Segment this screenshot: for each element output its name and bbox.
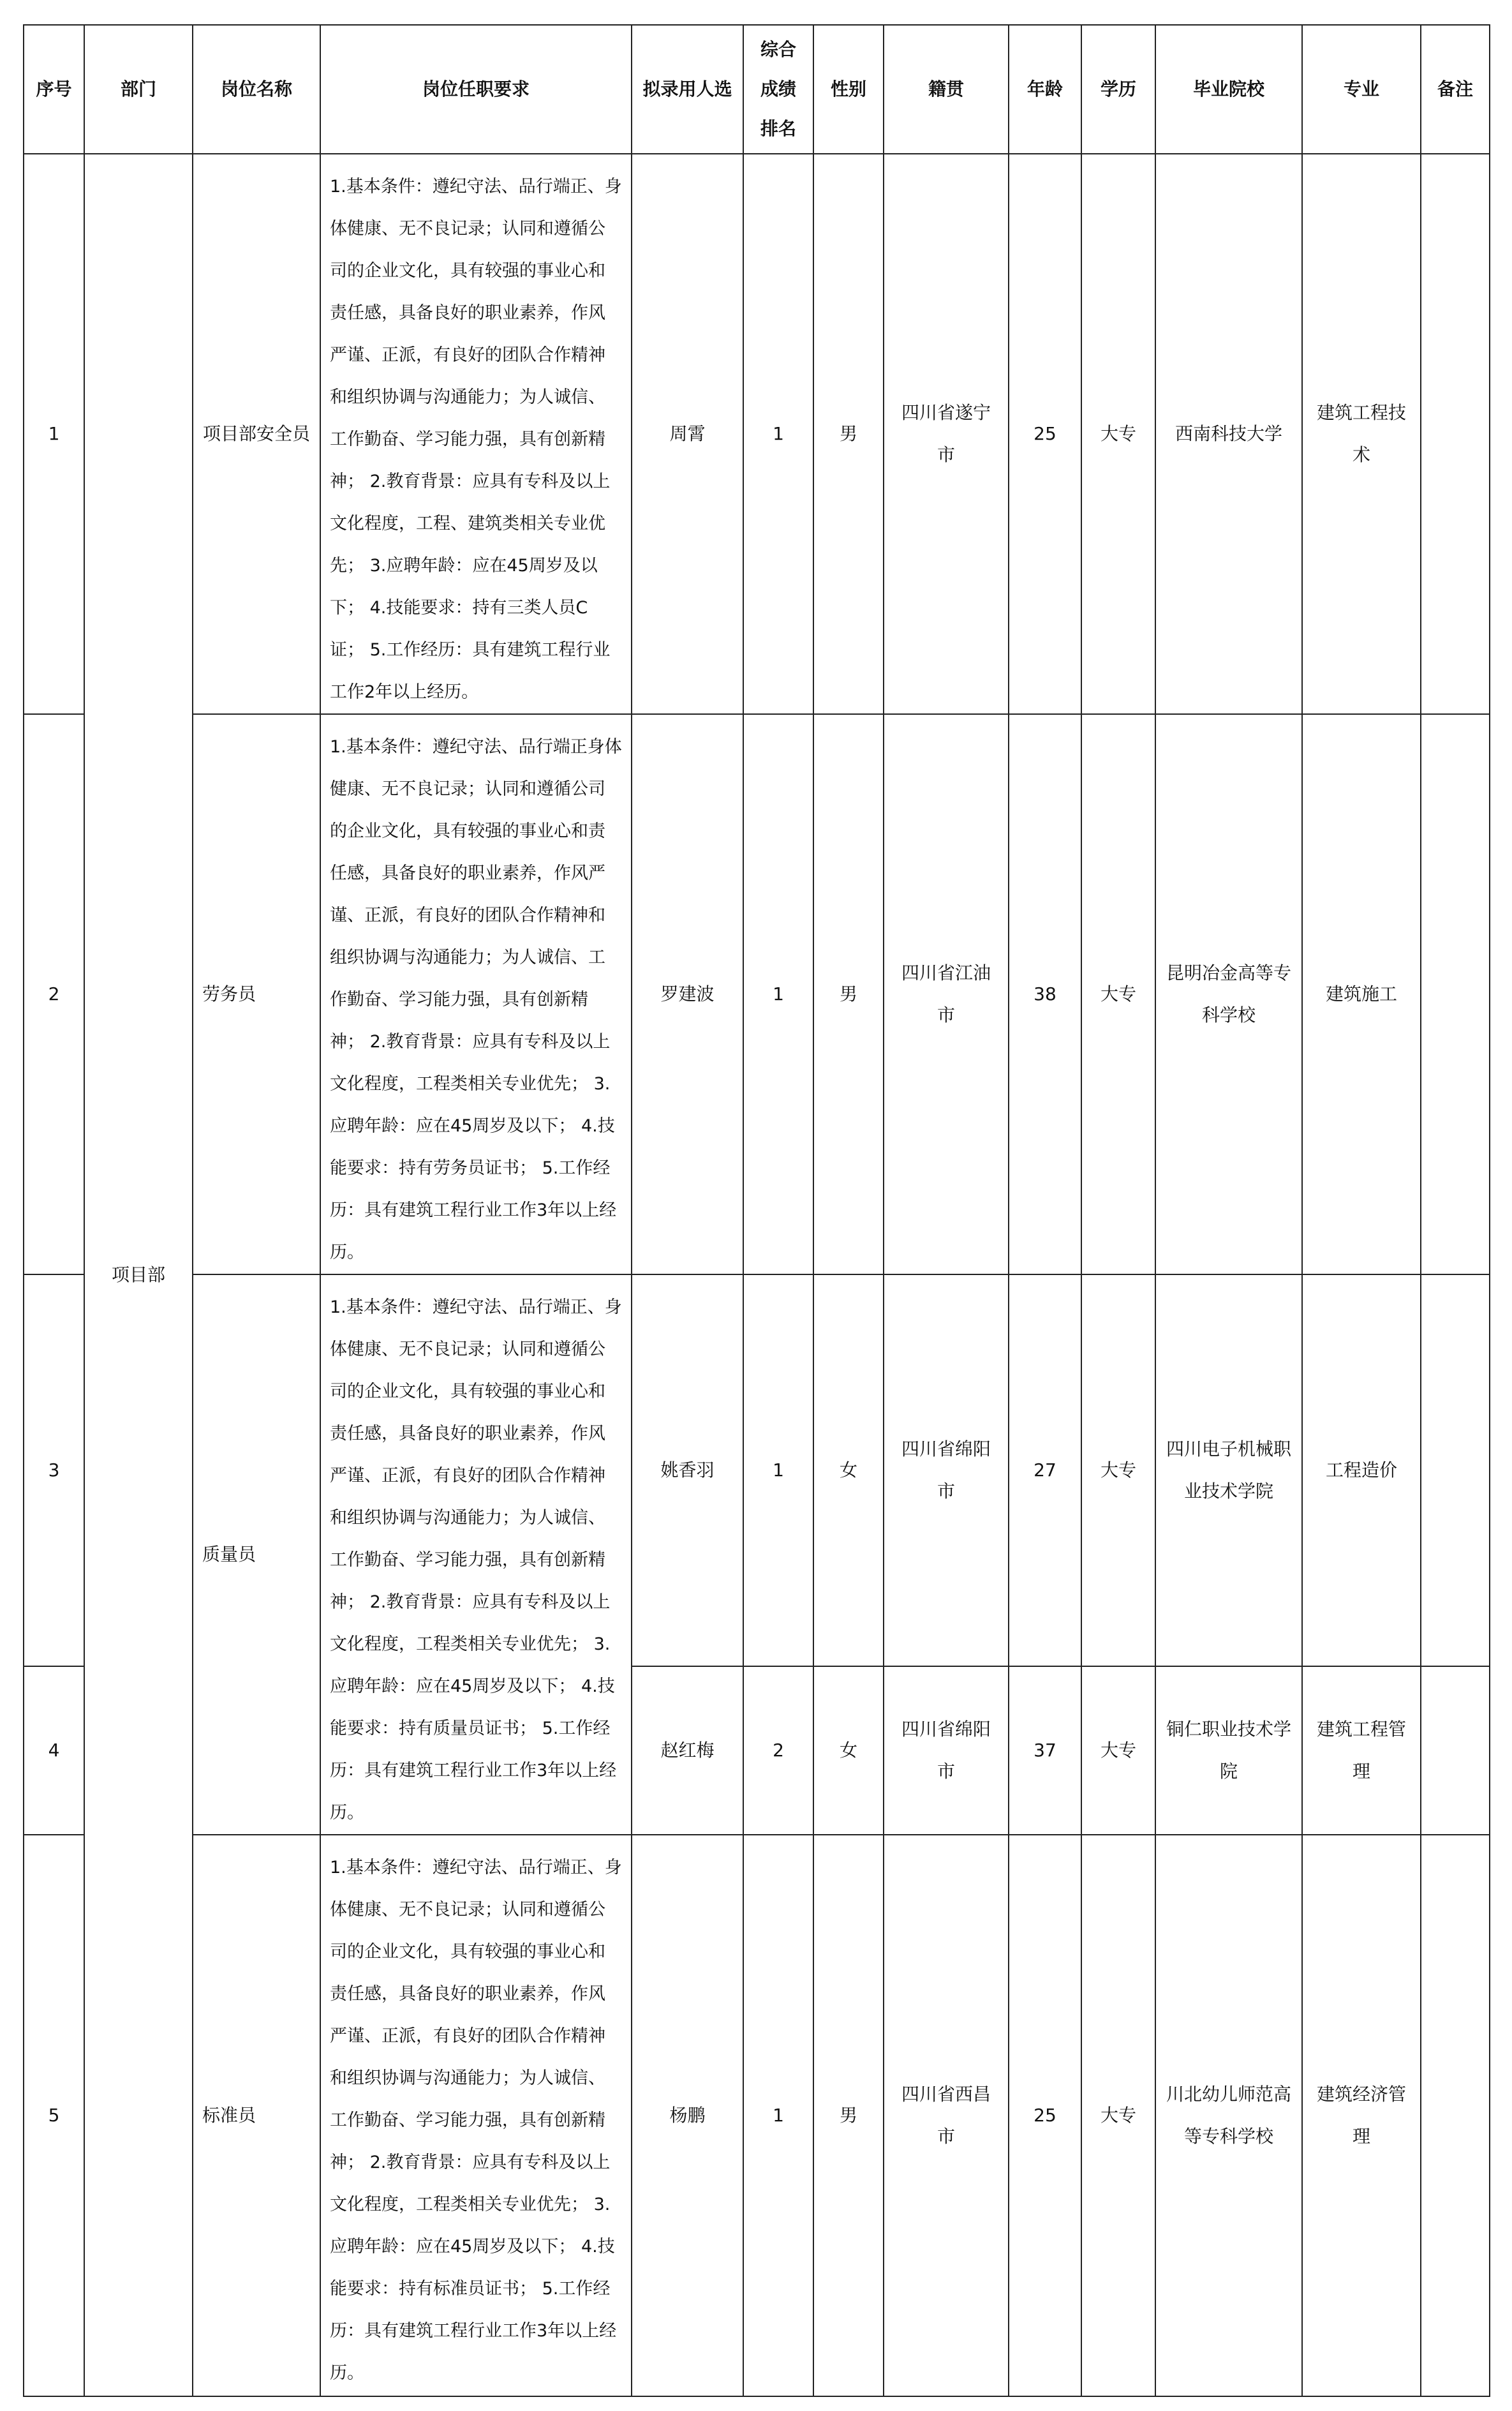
age-cell: 25 <box>1009 1835 1081 2396</box>
seq-cell: 1 <box>24 154 84 714</box>
position-cell: 标准员 <box>193 1835 320 2396</box>
header-major: 专业 <box>1302 25 1421 154</box>
note-cell <box>1421 154 1490 714</box>
header-seq: 序号 <box>24 25 84 154</box>
rank-cell: 1 <box>743 154 813 714</box>
education-cell: 大专 <box>1081 1835 1155 2396</box>
major-cell: 建筑经济管理 <box>1302 1835 1421 2396</box>
school-cell: 川北幼儿师范高等专科学校 <box>1155 1835 1302 2396</box>
education-cell: 大专 <box>1081 1666 1155 1835</box>
position-cell: 劳务员 <box>193 714 320 1274</box>
header-row <box>24 25 1490 154</box>
header-candidate: 拟录用人选 <box>632 25 743 154</box>
seq-cell: 5 <box>24 1835 84 2396</box>
header-gender: 性别 <box>813 25 884 154</box>
rank-cell: 1 <box>743 1835 813 2396</box>
seq-cell: 2 <box>24 714 84 1274</box>
seq-cell: 4 <box>24 1666 84 1835</box>
header-note: 备注 <box>1421 25 1490 154</box>
origin-cell: 四川省绵阳市 <box>884 1274 1009 1666</box>
requirements-cell: 1.基本条件：遵纪守法、品行端正、身体健康、无不良记录；认同和遵循公司的企业文化，具有较强的事业心和责任感，具备良好的职业素养，作风严谨、正派，有良好的团队合作精神和组织协调与沟通能力；为人诚信、工作勤奋、学习能力强，具有创新精神； 2.教育背景：应具有专科及以上文化程度，工程、建筑类相关专业优先； 3.应聘年龄：应在45周岁及以下； 4.技能要求：持有三类人员C证； 5.工作经历：具有建筑工程行业工作2年以上经历。 <box>320 154 632 714</box>
position-cell: 项目部安全员 <box>193 154 320 714</box>
age-cell: 38 <box>1009 714 1081 1274</box>
origin-cell: 四川省绵阳市 <box>884 1666 1009 1835</box>
major-cell: 建筑工程技术 <box>1302 154 1421 714</box>
education-cell: 大专 <box>1081 714 1155 1274</box>
candidate-cell: 杨鹏 <box>632 1835 743 2396</box>
age-cell: 25 <box>1009 154 1081 714</box>
candidate-cell: 周霄 <box>632 154 743 714</box>
origin-cell: 四川省西昌市 <box>884 1835 1009 2396</box>
origin-cell: 四川省遂宁市 <box>884 154 1009 714</box>
gender-cell: 男 <box>813 714 884 1274</box>
note-cell <box>1421 1835 1490 2396</box>
table-row <box>24 154 1490 714</box>
candidate-roster-table <box>23 24 1490 2397</box>
school-cell: 西南科技大学 <box>1155 154 1302 714</box>
age-cell: 37 <box>1009 1666 1081 1835</box>
header-origin: 籍贯 <box>884 25 1009 154</box>
requirements-cell: 1.基本条件：遵纪守法、品行端正、身体健康、无不良记录；认同和遵循公司的企业文化，具有较强的事业心和责任感，具备良好的职业素养，作风严谨、正派，有良好的团队合作精神和组织协调与沟通能力；为人诚信、工作勤奋、学习能力强，具有创新精神； 2.教育背景：应具有专科及以上文化程度，工程类相关专业优先； 3.应聘年龄：应在45周岁及以下； 4.技能要求：持有标准员证书； 5.工作经历：具有建筑工程行业工作3年以上经历。 <box>320 1835 632 2396</box>
candidate-cell: 姚香羽 <box>632 1274 743 1666</box>
requirements-cell: 1.基本条件：遵纪守法、品行端正身体健康、无不良记录；认同和遵循公司的企业文化，具有较强的事业心和责任感，具备良好的职业素养，作风严谨、正派，有良好的团队合作精神和组织协调与沟通能力；为人诚信、工作勤奋、学习能力强，具有创新精神； 2.教育背景：应具有专科及以上文化程度，工程类相关专业优先； 3.应聘年龄：应在45周岁及以下； 4.技能要求：持有劳务员证书； 5.工作经历：具有建筑工程行业工作3年以上经历。 <box>320 714 632 1274</box>
origin-cell: 四川省江油市 <box>884 714 1009 1274</box>
header-position: 岗位名称 <box>193 25 320 154</box>
seq-cell: 3 <box>24 1274 84 1666</box>
table-row <box>24 714 1490 1274</box>
school-cell: 铜仁职业技术学院 <box>1155 1666 1302 1835</box>
rank-cell: 1 <box>743 714 813 1274</box>
department-cell: 项目部 <box>84 154 193 2396</box>
table-row <box>24 1274 1490 1666</box>
header-school: 毕业院校 <box>1155 25 1302 154</box>
major-cell: 建筑工程管理 <box>1302 1666 1421 1835</box>
gender-cell: 男 <box>813 1835 884 2396</box>
candidate-cell: 罗建波 <box>632 714 743 1274</box>
rank-cell: 2 <box>743 1666 813 1835</box>
header-age: 年龄 <box>1009 25 1081 154</box>
education-cell: 大专 <box>1081 1274 1155 1666</box>
age-cell: 27 <box>1009 1274 1081 1666</box>
gender-cell: 男 <box>813 154 884 714</box>
header-dept: 部门 <box>84 25 193 154</box>
school-cell: 四川电子机械职业技术学院 <box>1155 1274 1302 1666</box>
header-education: 学历 <box>1081 25 1155 154</box>
education-cell: 大专 <box>1081 154 1155 714</box>
school-cell: 昆明冶金高等专科学校 <box>1155 714 1302 1274</box>
major-cell: 建筑施工 <box>1302 714 1421 1274</box>
table-row <box>24 1835 1490 2396</box>
header-requirements: 岗位任职要求 <box>320 25 632 154</box>
note-cell <box>1421 1666 1490 1835</box>
major-cell: 工程造价 <box>1302 1274 1421 1666</box>
candidate-cell: 赵红梅 <box>632 1666 743 1835</box>
header-rank: 综合成绩排名 <box>743 25 813 154</box>
requirements-cell: 1.基本条件：遵纪守法、品行端正、身体健康、无不良记录；认同和遵循公司的企业文化，具有较强的事业心和责任感，具备良好的职业素养，作风严谨、正派，有良好的团队合作精神和组织协调与沟通能力；为人诚信、工作勤奋、学习能力强，具有创新精神； 2.教育背景：应具有专科及以上文化程度，工程类相关专业优先； 3.应聘年龄：应在45周岁及以下； 4.技能要求：持有质量员证书； 5.工作经历：具有建筑工程行业工作3年以上经历。 <box>320 1274 632 1835</box>
gender-cell: 女 <box>813 1274 884 1666</box>
rank-cell: 1 <box>743 1274 813 1666</box>
gender-cell: 女 <box>813 1666 884 1835</box>
position-cell: 质量员 <box>193 1274 320 1835</box>
note-cell <box>1421 714 1490 1274</box>
note-cell <box>1421 1274 1490 1666</box>
